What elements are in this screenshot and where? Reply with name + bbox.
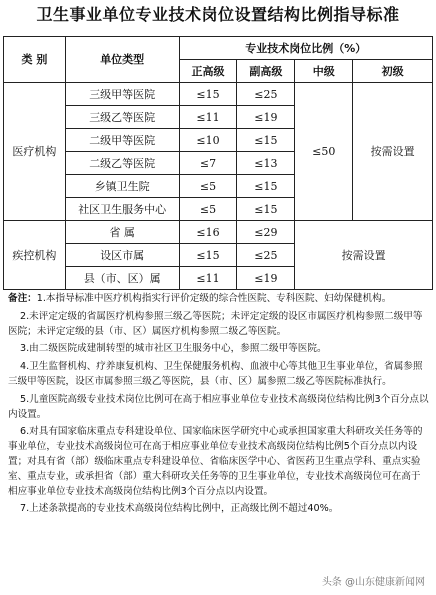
senior-vice-cell: ≤19: [237, 106, 295, 129]
unit-type-cell: 二级甲等医院: [65, 129, 179, 152]
table-row: [4, 221, 433, 244]
header-junior: 初级: [353, 60, 433, 83]
watermark: 头条 @山东健康新闻网: [319, 572, 428, 589]
unit-type-cell: 设区市属: [65, 244, 179, 267]
note-6: 6.对具有国家临床重点专科建设单位、国家临床医学研究中心或承担国家重大科研攻关任务等的事业单位，专业技术高级岗位可在高于相应事业单位专业技术高级岗位结构比例5个百分点以内设置；对具有省（部）级临床重点专科建设单位、省临床医学中心、省医药卫生重点学科、重点实验室、重点专业，或承担省（部）重大科研攻关任务等的卫生事业单位，专业技术高级岗位可在高于相应事业单位专业技术高级岗位结构比例3个百分点以内设置。: [8, 426, 423, 497]
category-medical: 医疗机构: [4, 83, 66, 221]
unit-type-cell: 县（市、区）属: [65, 267, 179, 290]
senior-full-cell: ≤16: [179, 221, 237, 244]
note-4: 4.卫生监督机构、疗养康复机构、卫生保健服务机构、血液中心等其他卫生事业单位，省属参照三级甲等医院，设区市属参照三级乙等医院，县（市、区）属参照二级乙等医院标准执行。: [8, 361, 423, 387]
cdc-middle-junior-cell: 按需设置: [295, 221, 433, 290]
unit-type-cell: 三级乙等医院: [65, 106, 179, 129]
category-cdc: 疾控机构: [4, 221, 66, 290]
senior-full-cell: ≤10: [179, 129, 237, 152]
senior-vice-cell: ≤13: [237, 152, 295, 175]
ratio-table: [3, 36, 433, 290]
senior-full-cell: ≤7: [179, 152, 237, 175]
senior-full-cell: ≤5: [179, 175, 237, 198]
unit-type-cell: 社区卫生服务中心: [65, 198, 179, 221]
unit-type-cell: 省 属: [65, 221, 179, 244]
senior-vice-cell: ≤19: [237, 267, 295, 290]
note-5: 5.儿童医院高级专业技术岗位比例可在高于相应事业单位专业技术高级岗位结构比例3个百分点以内设置。: [8, 393, 429, 420]
medical-middle-cell: ≤50: [295, 83, 353, 221]
note-2: 2.未评定定级的省属医疗机构参照三级乙等医院；未评定定级的设区市属医疗机构参照二级甲等医院；未评定定级的县（市、区）属医疗机构参照二级乙等医院。: [8, 310, 423, 337]
senior-vice-cell: ≤25: [237, 244, 295, 267]
notes-section: [8, 292, 430, 520]
page-title: 卫生事业单位专业技术岗位设置结构比例指导标准: [36, 5, 400, 24]
note-1: [8, 292, 430, 307]
unit-type-cell: 二级乙等医院: [65, 152, 179, 175]
senior-vice-cell: ≤15: [237, 129, 295, 152]
medical-junior-cell: 按需设置: [353, 83, 433, 221]
unit-type-cell: 乡镇卫生院: [65, 175, 179, 198]
senior-vice-cell: ≤25: [237, 83, 295, 106]
senior-vice-cell: ≤15: [237, 198, 295, 221]
senior-full-cell: ≤11: [179, 106, 237, 129]
header-middle: 中级: [295, 60, 353, 83]
notes-lead: 备注：: [8, 293, 37, 304]
senior-full-cell: ≤11: [179, 267, 237, 290]
senior-full-cell: ≤5: [179, 198, 237, 221]
header-ratio-group: 专业技术岗位比例（%）: [179, 37, 432, 60]
header-unit-type: 单位类型: [65, 37, 179, 83]
header-category: 类 别: [4, 37, 66, 83]
senior-vice-cell: ≤15: [237, 175, 295, 198]
header-senior-vice: 副高级: [237, 60, 295, 83]
senior-vice-cell: ≤29: [237, 221, 295, 244]
table-row: [4, 83, 433, 106]
note-3: 3.由二级医院成建制转型的城市社区卫生服务中心，参照二级甲等医院。: [20, 343, 327, 355]
senior-full-cell: ≤15: [179, 83, 237, 106]
note-7: 7.上述条款提高的专业技术高级岗位结构比例中，正高级比例不超过40%。: [20, 503, 339, 515]
senior-full-cell: ≤15: [179, 244, 237, 267]
header-senior-full: 正高级: [179, 60, 237, 83]
unit-type-cell: 三级甲等医院: [65, 83, 179, 106]
note-1-text: 1.本指导标准中医疗机构指实行评价定级的综合性医院、专科医院、妇幼保健机构。: [36, 293, 392, 304]
